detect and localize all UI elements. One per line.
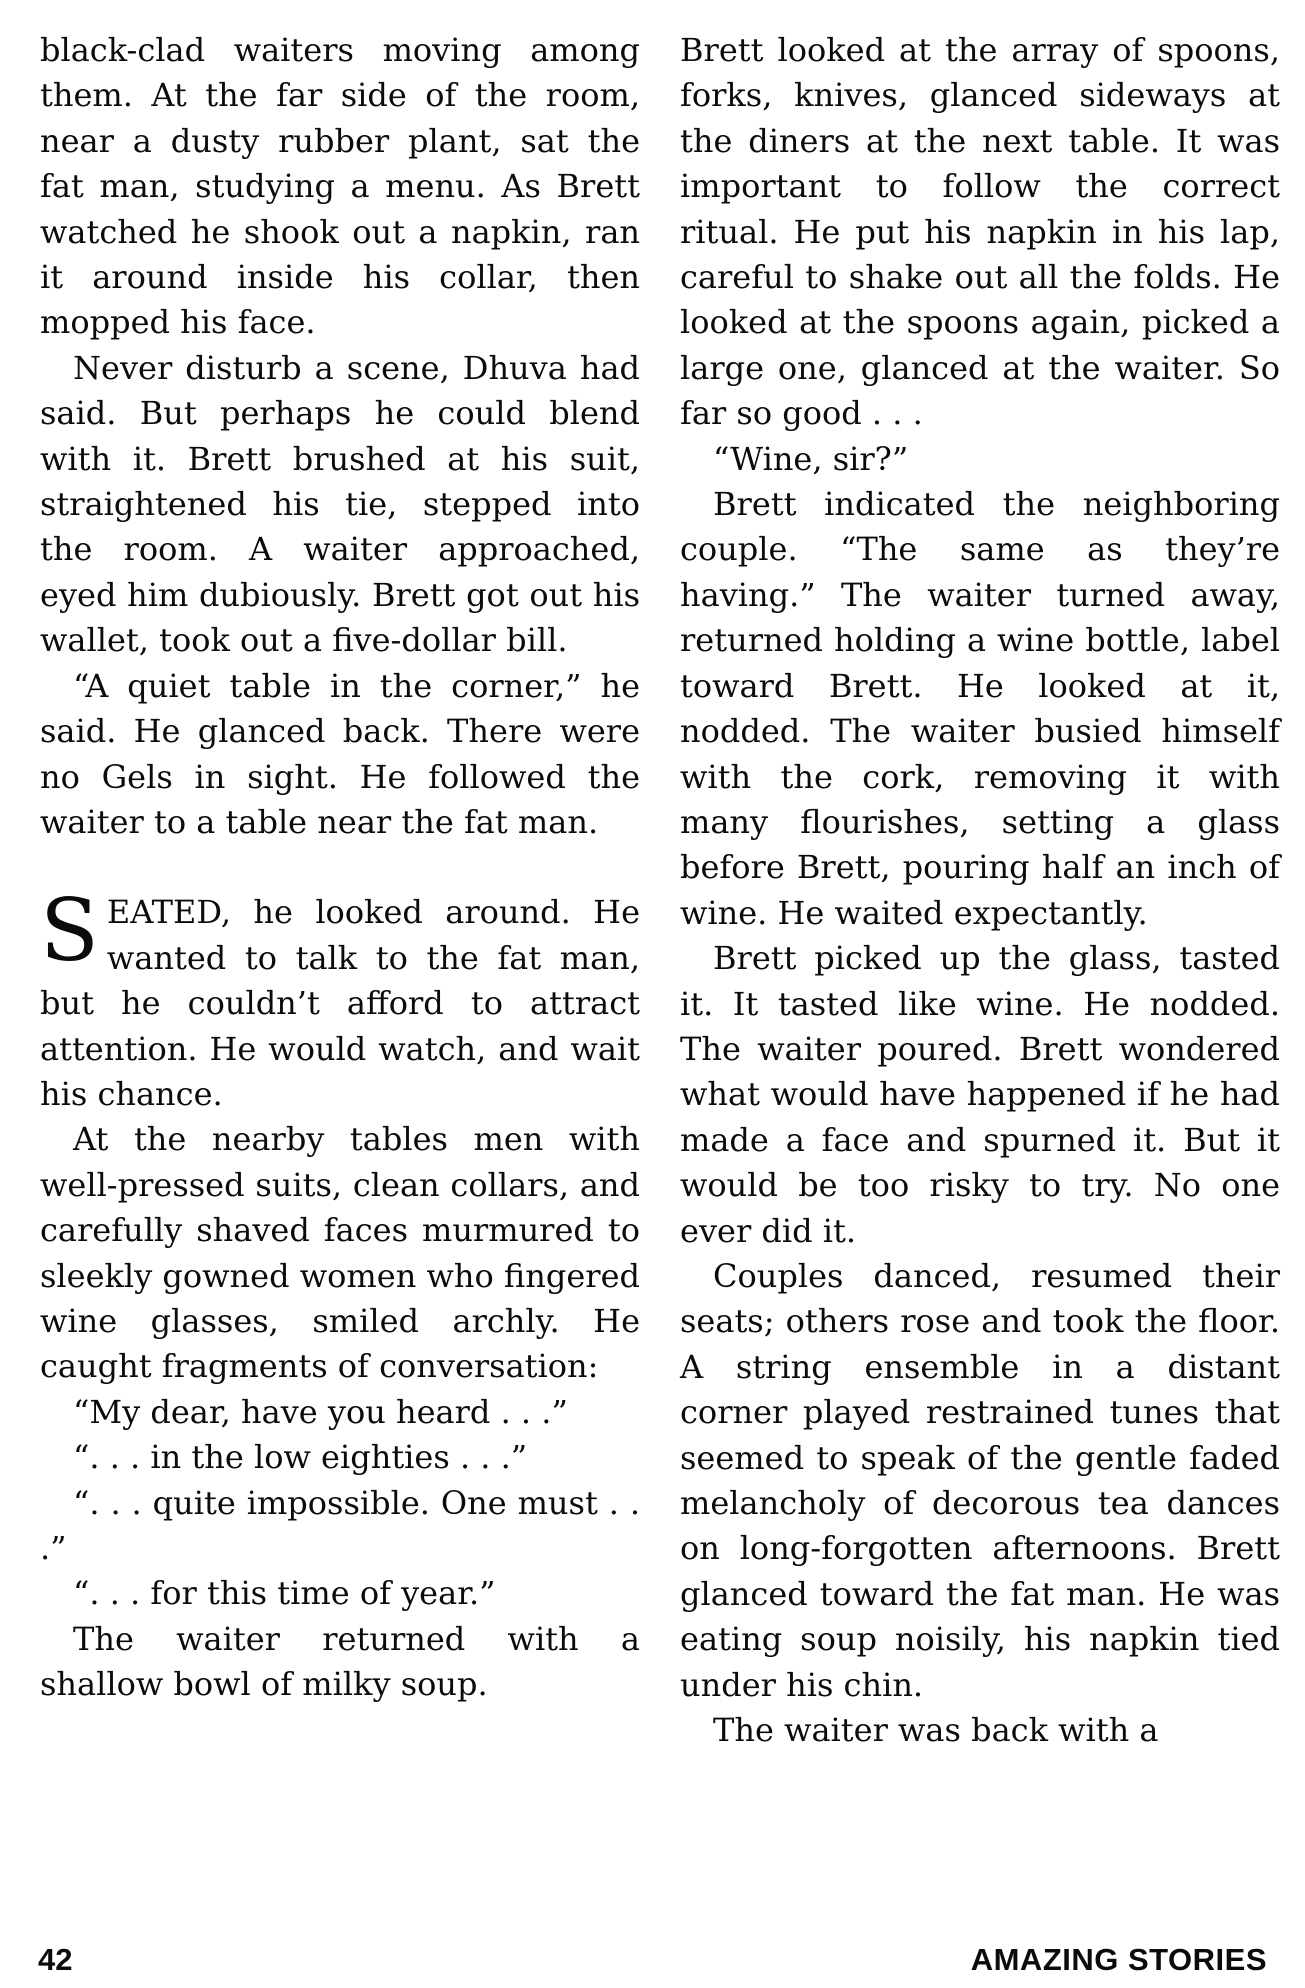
- paragraph: Brett indicated the neighboring couple. “The same as they’re having.” The waiter turned away, returned holding a wine bottle, label toward Brett. He looked at it, nodded. The waiter busied himself with the cork, removing it with many flourishes, setting a glass before Brett, pouring half an inch of wine. He waited expectantly.: [680, 485, 1280, 932]
- paragraph-text: EATED, he looked around. He wanted to talk to the fat man, but he couldn’t afford to attract attention. He would watch, and wait his chance.: [40, 893, 640, 1113]
- left-column: [40, 28, 640, 1708]
- paragraph: Brett looked at the array of spoons, forks, knives, glanced sideways at the diners at the next table. It was important to follow the correct ritual. He put his napkin in his lap, careful to shake out all the folds. He looked at the spoons again, picked a large one, glanced at the waiter. So far so good . . .: [680, 31, 1280, 433]
- dialogue-line: “My dear, have you heard . . .”: [73, 1392, 568, 1431]
- paragraph: Couples danced, resumed their seats; others rose and took the floor. A string ensemble in a distant corner played restrained tunes that seemed to speak of the gentle faded melancholy of decorous tea dances on long-forgotten afternoons. Brett glanced toward the fat man. He was eating soup noisily, his napkin tied under his chin.: [680, 1256, 1280, 1704]
- page-number: 42: [38, 1942, 73, 1977]
- paragraph: “A quiet table in the corner,” he said. He glanced back. There were no Gels in sight. He followed the waiter to a table near the fat man.: [40, 666, 640, 841]
- dialogue-line: “Wine, sir?”: [713, 439, 909, 478]
- paragraph: Brett picked up the glass, tasted it. It tasted like wine. He nodded. The waiter poured. Brett wondered what would have happened if he had made a face and spurned it. But it would be too risky to try. No one ever did it.: [680, 939, 1280, 1250]
- dialogue-line: “. . . quite impossible. One must . . .”: [40, 1483, 640, 1567]
- paragraph: The waiter was back with a: [713, 1711, 1159, 1750]
- magazine-title: AMAZING STORIES: [970, 1942, 1267, 1977]
- dialogue-line: “. . . for this time of year.”: [73, 1574, 496, 1613]
- section-opening-paragraph: [40, 881, 640, 1117]
- right-column: [680, 28, 1280, 1753]
- paragraph: The waiter returned with a shallow bowl of milky soup.: [40, 1619, 640, 1704]
- section-break: [40, 845, 640, 890]
- drop-cap: S: [40, 881, 99, 982]
- paragraph: At the nearby tables men with well-pressed suits, clean collars, and carefully shaved faces murmured to sleekly gowned women who fingered wine glasses, smiled archly. He caught fragments of conversation:: [40, 1120, 640, 1386]
- paragraph: Never disturb a scene, Dhuva had said. But perhaps he could blend with it. Brett brushed at his suit, straightened his tie, stepped into the room. A waiter approached, eyed him dubiously. Brett got out his wallet, took out a five-dollar bill.: [40, 348, 640, 660]
- dialogue-line: “. . . in the low eighties . . .”: [73, 1438, 528, 1477]
- paragraph: black-clad waiters moving among them. At the far side of the room, near a dusty rubber plant, sat the fat man, studying a menu. As Brett watched he shook out a napkin, ran it around inside his collar, then mopped his face.: [40, 31, 640, 342]
